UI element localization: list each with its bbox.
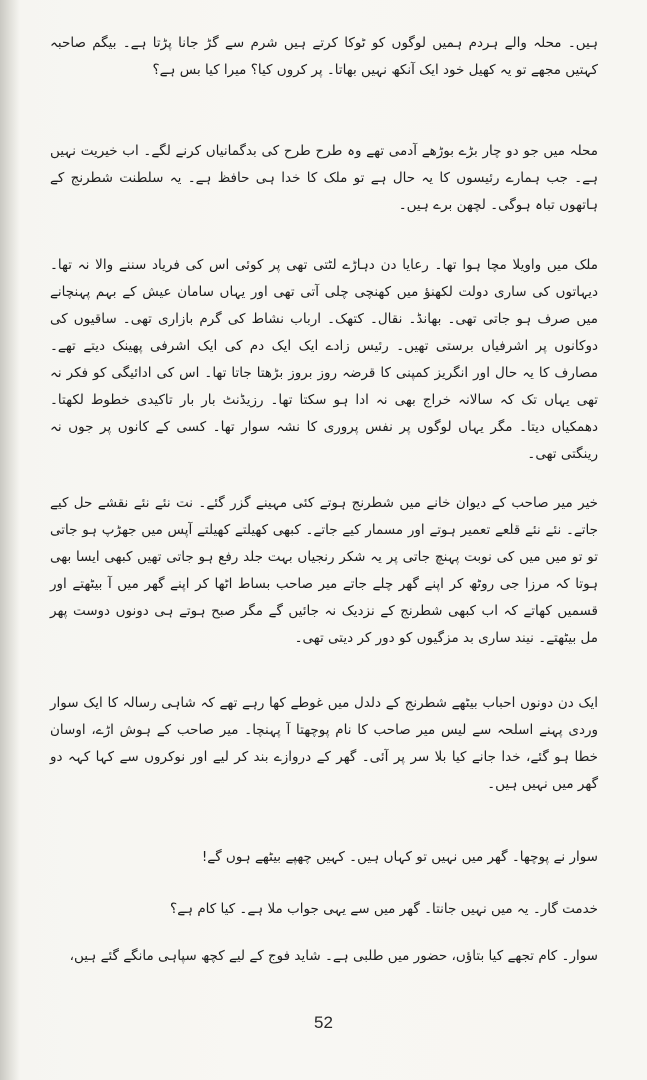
dialogue-line-1: سوار نے پوچھا۔ گھر میں نہیں تو کہاں ہیں۔ کہیں چھپے بیٹھے ہوں گے! — [201, 849, 598, 865]
page-gutter-shadow — [0, 0, 20, 1080]
paragraph-3: ملک میں واویلا مچا ہوا تھا۔ رعایا دن دہاڑے لٹتی تھی پر کوئی اس کی فریاد سننے والا نہ تھا۔ دیہاتوں کی ساری دولت لکھنؤ میں کھنچی چلی آتی تھی اور یہاں سامان عیش کے بہم پہنچانے میں صرف ہو جاتی تھی۔ بھانڈ۔ نقال۔ کتھک۔ ارباب نشاط کی گرم بازاری تھی۔ ساقیوں کی دوکانوں پر اشرفیاں برستی تھیں۔ رئیس زادے ایک ایک دم کی ایک اشرفی پھینک دیتے تھے۔ مصارف کا یہ حال اور انگریز کمپنی کا قرضہ روز بروز بڑھتا جاتا تھا۔ اس کی ادائیگی کو فکر نہ تھی یہاں تک کہ سالانہ خراج بھی نہ ادا ہو سکتا تھا۔ رزیڈنٹ بار بار تاکیدی خطوط لکھتا۔ دھمکیاں دیتا۔ مگر یہاں لوگوں پر نفس پروری کا نشہ سوار تھا۔ کسی کے کانوں پر جوں نہ رینگتی تھی۔ — [50, 257, 598, 462]
paragraph-1: ہیں۔ محلہ والے ہردم ہمیں لوگوں کو ٹوکا کرتے ہیں شرم سے گڑ جانا پڑتا ہے۔ بیگم صاحبہ کہتیں مجھے تو یہ کھیل خود ایک آنکھ نہیں بھاتا۔ پر کروں کیا؟ میرا کیا بس ہے؟ — [50, 35, 598, 78]
page-number: 52 — [314, 1013, 333, 1032]
paragraph-5: ایک دن دونوں احباب بیٹھے شطرنج کے دلدل میں غوطے کھا رہے تھے کہ شاہی رسالہ کا ایک سوار وردی پہنے اسلحہ سے لیس میر صاحب کا نام پوچھتا آ پہنچا۔ میر صاحب کے ہوش اڑے، اوسان خطا ہو گئے، خدا جانے کیا بلا سر پر آئی۔ گھر کے دروازے بند کر لیے اور نوکروں سے کہا کہہ دو گھر میں نہیں ہیں۔ — [50, 695, 598, 792]
paragraph-2: محلہ میں جو دو چار بڑے بوڑھے آدمی تھے وہ طرح طرح کی بدگمانیاں کرنے لگے۔ اب خیریت نہیں ہے۔ جب ہمارے رئیسوں کا یہ حال ہے تو ملک کا خدا ہی حافظ ہے۔ یہ سلطنت شطرنج کے ہاتھوں تباہ ہوگی۔ لچھن برے ہیں۔ — [50, 143, 598, 213]
dialogue-line-2: خدمت گار۔ یہ میں نہیں جانتا۔ گھر میں سے یہی جواب ملا ہے۔ کیا کام ہے؟ — [170, 901, 598, 917]
paragraph-4: خیر میر صاحب کے دیوان خانے میں شطرنج ہوتے کئی مہینے گزر گئے۔ نت نئے نئے نقشے حل کیے جاتے۔ نئے نئے قلعے تعمیر ہوتے اور مسمار کیے جاتے۔ کبھی کھیلتے کھیلتے آپس میں جھڑپ ہو جاتی تو تو میں میں کی نوبت پہنچ جاتی پر یہ شکر رنجیاں بہت جلد رفع ہو جاتی تھیں کبھی ایسا بھی ہوتا کہ مرزا جی روٹھ کر اپنے گھر چلے جاتے میر صاحب بساط اٹھا کر اپنے گھر میں آ بیٹھتے اور قسمیں کھاتے کہ اب کبھی شطرنج کے نزدیک نہ جائیں گے مگر صبح ہوتے ہی دونوں دوست پھر مل بیٹھتے۔ نیند ساری بد مزگیوں کو دور کر دیتی تھی۔ — [50, 495, 598, 646]
dialogue-line-3: سوار۔ کام تجھے کیا بتاؤں، حضور میں طلبی ہے۔ شاید فوج کے لیے کچھ سپاہی مانگے گئے ہیں، — [69, 948, 598, 964]
